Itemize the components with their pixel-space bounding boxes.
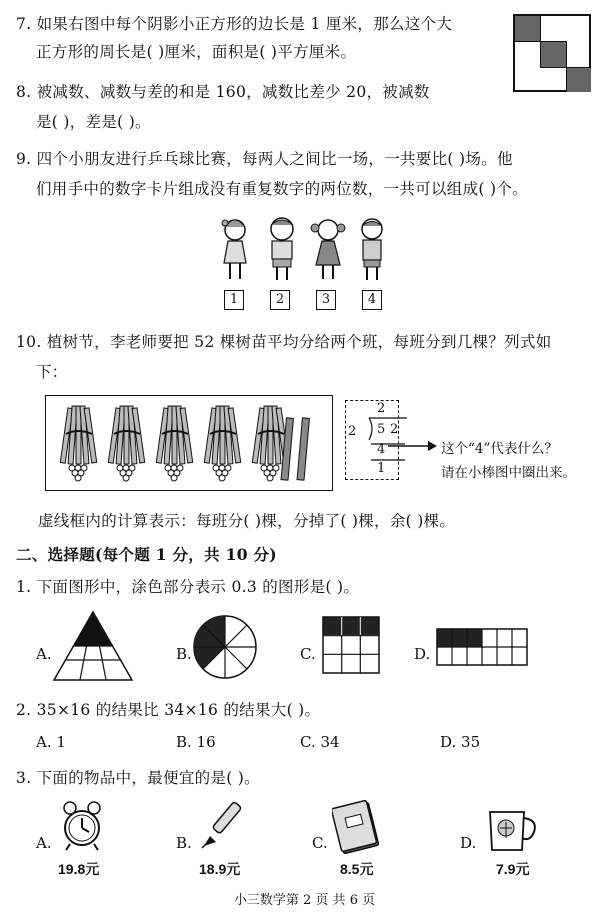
mc3-question: 3. 下面的物品中，最便宜的是( )。 (16, 769, 260, 787)
shaded-square (566, 67, 591, 92)
mc1-question: 1. 下面图形中，涂色部分表示 0.3 的图形是( )。 (16, 578, 360, 596)
number-card-2: 2 (270, 290, 290, 310)
division-dividend-tens: 5 (377, 422, 386, 437)
mc3-option-a-label: A. (36, 834, 52, 852)
q9-line1: 9. 四个小朋友进行乒乓球比赛，每两人之间比一场，一共要比( )场。他 (16, 150, 513, 168)
mc2-question: 2. 35×16 的结果比 34×16 的结果大( )。 (16, 701, 321, 719)
mc1-option-b-label: B. (176, 645, 192, 663)
child-boy-2-icon (352, 215, 392, 285)
division-product: 4 (377, 442, 386, 457)
number-card-1: 1 (224, 290, 244, 310)
q8-line2: 是( )，差是( )。 (36, 113, 151, 131)
shaded-square (515, 16, 541, 42)
price-a: 19.8元 (58, 861, 100, 877)
child-boy-1-icon (262, 215, 302, 285)
division-dividend-ones: 2 (390, 422, 399, 437)
mc2-option-d: D. 35 (440, 733, 481, 751)
q7-line2: 正方形的周长是( )厘米，面积是( )平方厘米。 (36, 43, 357, 61)
section-2-title: 二、选择题(每个题 1 分，共 10 分) (16, 545, 277, 564)
mc1-option-a-label: A. (36, 645, 52, 663)
price-b: 18.9元 (199, 861, 241, 877)
fountain-pen-icon (200, 800, 248, 850)
grid-2x6-figure (436, 628, 528, 668)
arrow-right-icon (388, 440, 438, 452)
q9-line2: 们用手中的数字卡片组成没有重复数字的两位数，一共可以组成( )个。 (36, 180, 528, 198)
division-remainder: 1 (377, 461, 386, 476)
arrow-question-line2: 请在小棒图中圈出来。 (441, 465, 576, 481)
mc1-option-d-label: D. (414, 645, 431, 663)
mc2-option-a: A. 1 (36, 733, 66, 751)
triangle-figure (52, 610, 134, 682)
stick-bundles-icon (46, 396, 332, 490)
q10-line1: 10. 植树节，李老师要把 52 棵树苗平均分给两个班，每班分到几棵？列式如 (16, 333, 552, 351)
q10-summary: 虚线框内的计算表示：每班分( )棵，分掉了( )棵，余( )棵。 (38, 512, 456, 530)
price-c: 8.5元 (340, 861, 374, 877)
shaded-square (540, 41, 567, 68)
division-quotient: 2 (377, 401, 386, 416)
alarm-clock-icon (60, 800, 104, 852)
division-divisor: 2 (348, 424, 357, 439)
child-girl-1-icon (215, 215, 255, 285)
mc3-option-c-label: C. (312, 834, 328, 852)
pie-circle-figure (192, 614, 258, 680)
mc3-option-b-label: B. (176, 834, 192, 852)
grid-3x3-figure (322, 616, 380, 674)
sticks-picture (45, 395, 333, 491)
mc1-option-c-label: C. (300, 645, 316, 663)
notebook-icon (332, 800, 382, 854)
arrow-question-line1: 这个“4”代表什么？ (441, 441, 558, 457)
number-card-3: 3 (316, 290, 336, 310)
child-girl-2-icon (308, 215, 348, 285)
big-square-figure (513, 14, 591, 92)
page-footer: 小三数学第 2 页 共 6 页 (233, 893, 376, 908)
mc3-option-d-label: D. (460, 834, 477, 852)
mc2-option-c: C. 34 (300, 733, 340, 751)
mc2-option-b: B. 16 (176, 733, 216, 751)
price-d: 7.9元 (496, 861, 530, 877)
q8-line1: 8. 被减数、减数与差的和是 160，减数比差少 20，被减数 (16, 83, 430, 101)
number-card-4: 4 (362, 290, 382, 310)
q7-line1: 7. 如果右图中每个阴影小正方形的边长是 1 厘米，那么这个大 (16, 15, 453, 33)
q10-line2: 下： (36, 363, 68, 381)
mug-icon (486, 808, 540, 854)
